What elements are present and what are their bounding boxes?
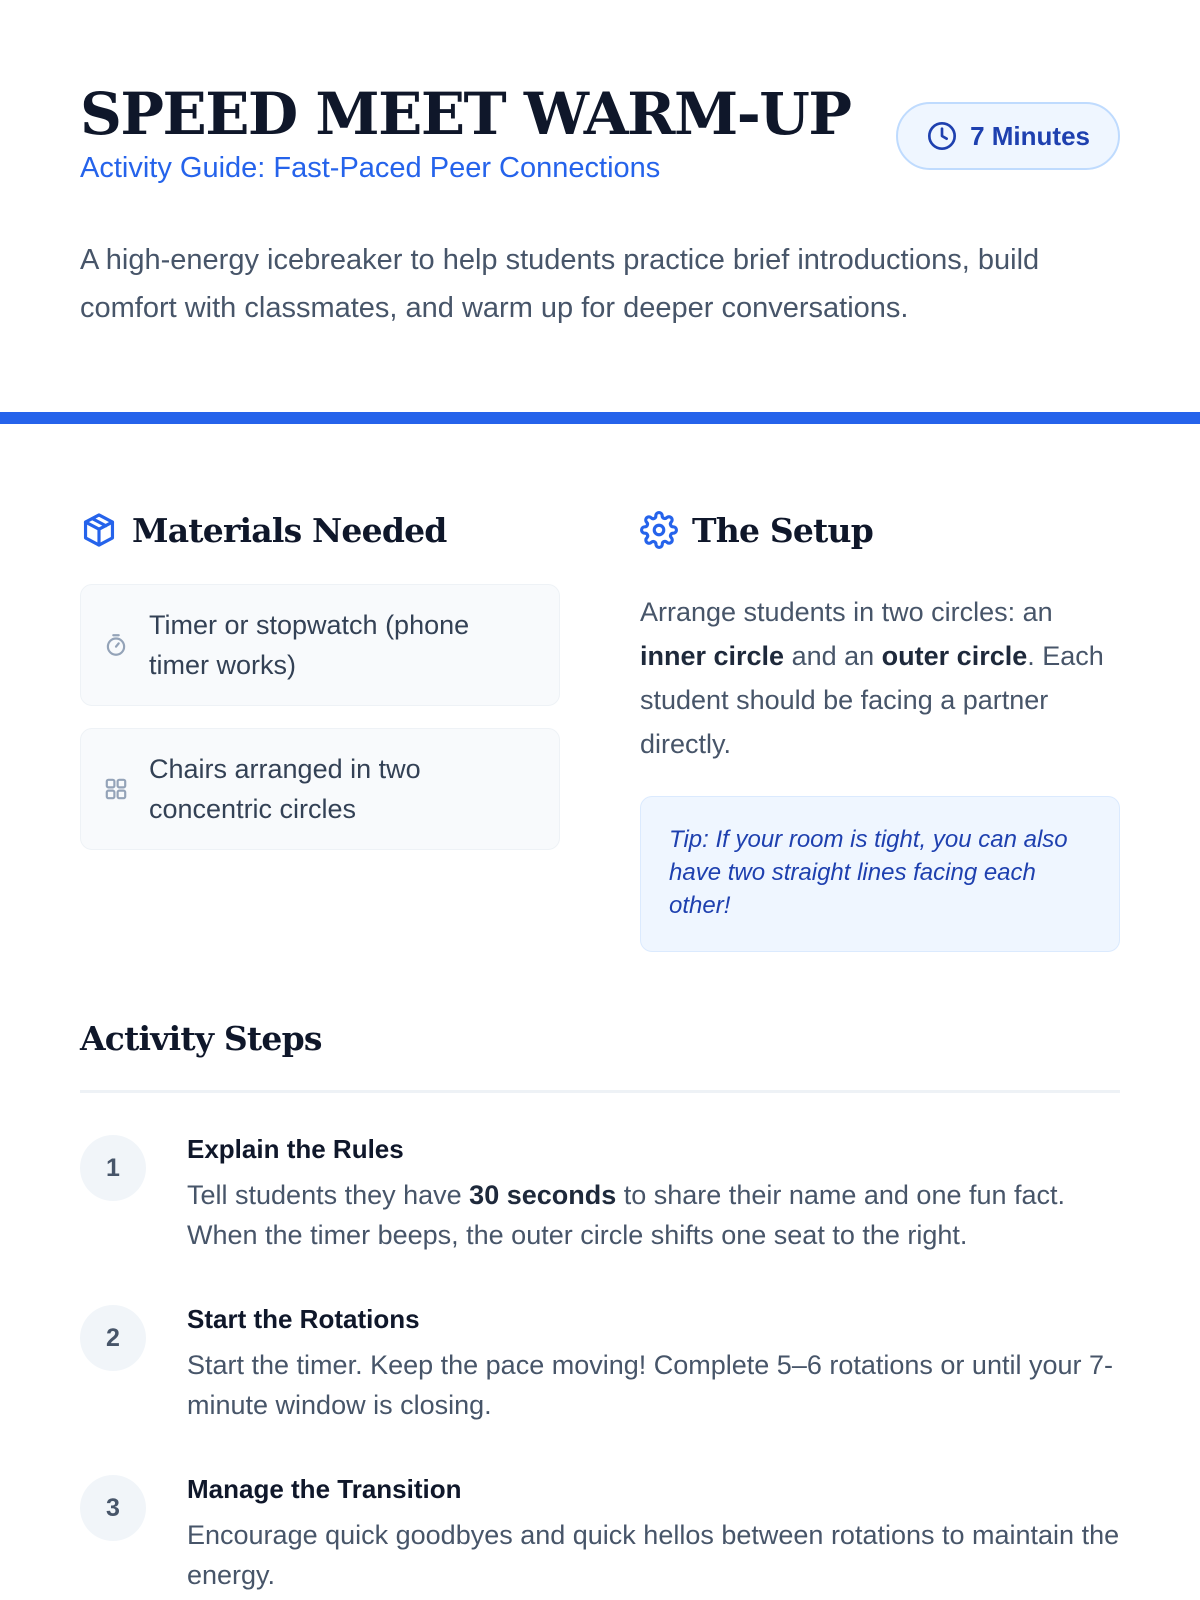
box-icon bbox=[80, 511, 118, 549]
setup-section bbox=[640, 506, 1120, 952]
materials-heading bbox=[80, 506, 560, 554]
setup-text-part: . Each student should be facing a partner directly. bbox=[640, 641, 1104, 759]
page-subtitle: Activity Guide: Fast-Paced Peer Connections bbox=[80, 152, 661, 184]
step-item-3 bbox=[80, 1471, 1120, 1595]
steps-heading: Activity Steps bbox=[80, 1019, 322, 1058]
step-body-part: Tell students they have bbox=[187, 1180, 470, 1210]
title-row bbox=[80, 80, 1120, 186]
setup-text bbox=[640, 590, 1120, 766]
material-text: Chairs arranged in two concentric circles bbox=[149, 754, 421, 824]
title-block bbox=[80, 80, 850, 186]
stopwatch-icon bbox=[103, 632, 129, 658]
step-body: Encourage quick goodbyes and quick hellos between rotations to maintain the energy. bbox=[187, 1520, 1120, 1590]
header-divider bbox=[0, 412, 1200, 424]
gear-icon bbox=[640, 511, 678, 549]
material-item-timer bbox=[80, 584, 560, 706]
grid-icon bbox=[103, 776, 129, 802]
step-number-badge: 1 bbox=[80, 1135, 146, 1201]
setup-text-part: Arrange students in two circles: an bbox=[640, 597, 1053, 627]
activity-steps-section bbox=[80, 1016, 1120, 1595]
setup-emphasis-outer: outer circle bbox=[881, 641, 1028, 671]
step-body: Start the timer. Keep the pace moving! Complete 5–6 rotations or until your 7-minute window is closing. bbox=[187, 1350, 1113, 1420]
page-header bbox=[0, 0, 1200, 412]
setup-emphasis-inner: inner circle bbox=[640, 641, 785, 671]
step-number-badge: 2 bbox=[80, 1305, 146, 1371]
step-item-2 bbox=[80, 1301, 1120, 1425]
step-body bbox=[187, 1175, 1120, 1255]
materials-list bbox=[80, 584, 560, 850]
step-title: Manage the Transition bbox=[187, 1474, 462, 1504]
steps-divider bbox=[80, 1090, 1120, 1093]
step-number-badge: 3 bbox=[80, 1475, 146, 1541]
duration-label: 7 Minutes bbox=[970, 120, 1090, 151]
setup-heading bbox=[640, 506, 1120, 554]
step-body-emphasis: 30 seconds bbox=[469, 1180, 617, 1210]
tip-callout: Tip: If your room is tight, you can also have two straight lines facing each other! bbox=[640, 796, 1120, 952]
setup-heading-label: The Setup bbox=[692, 510, 873, 550]
materials-heading-label: Materials Needed bbox=[132, 510, 447, 550]
material-item-chairs bbox=[80, 728, 560, 850]
step-title: Start the Rotations bbox=[187, 1304, 420, 1334]
step-body-part: to share their name and one fun fact. When the timer beeps, the outer circle shifts one seat to the right. bbox=[187, 1180, 1066, 1250]
clock-icon bbox=[926, 120, 958, 152]
step-item-1 bbox=[80, 1131, 1120, 1255]
intro-text: A high-energy icebreaker to help students practice brief introductions, build comfort with classmates, and warm up for deeper conversations. bbox=[80, 244, 1040, 324]
materials-section bbox=[80, 506, 560, 850]
material-text: Timer or stopwatch (phone timer works) bbox=[149, 610, 470, 680]
duration-badge bbox=[896, 102, 1120, 170]
setup-text-part: and an bbox=[784, 641, 882, 671]
page-title: SPEED MEET WARM-UP bbox=[80, 80, 851, 148]
step-title: Explain the Rules bbox=[187, 1134, 404, 1164]
